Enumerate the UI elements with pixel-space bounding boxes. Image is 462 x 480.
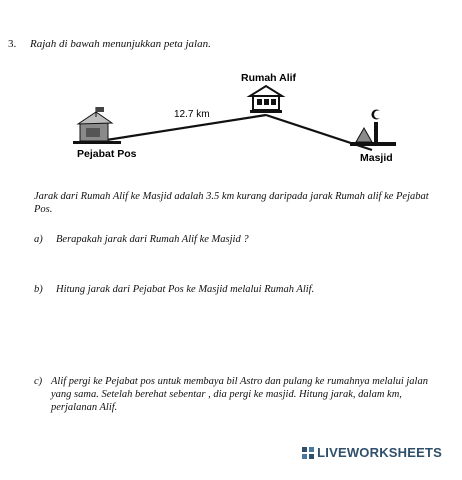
- brand-watermark: [302, 445, 442, 460]
- question-intro: Rajah di bawah menunjukkan peta jalan.: [30, 38, 211, 50]
- brand-text: LIVEWORKSHEETS: [317, 445, 442, 460]
- house-icon: [250, 86, 282, 113]
- problem-statement: Jarak dari Rumah Alif ke Masjid adalah 3.5 km kurang daripada jarak Rumah alif ke Pejabat Pos.: [34, 191, 429, 215]
- question-part-a: [34, 233, 249, 246]
- part-b-text: Hitung jarak dari Pejabat Pos ke Masjid melalui Rumah Alif.: [56, 284, 315, 295]
- part-b-letter: b): [34, 284, 43, 295]
- road-map: [0, 70, 462, 170]
- post-office-label: Pejabat Pos: [77, 148, 137, 160]
- house-label: Rumah Alif: [241, 72, 297, 84]
- part-c-text: Alif pergi ke Pejabat pos untuk membaya bil Astro dan pulang ke rumahnya melalui jalan yang sama. Setelah berehat sebentar , dia pergi ke masjid. Hitung jarak, dalam km, perjalanan Alif.: [51, 376, 428, 413]
- distance-label: 12.7 km: [174, 109, 210, 120]
- part-c-letter: c): [34, 376, 43, 387]
- question-part-c: [34, 375, 444, 413]
- question-number: 3.: [8, 38, 17, 50]
- mosque-icon: [350, 110, 396, 147]
- part-a-text: Berapakah jarak dari Rumah Alif ke Masjid ?: [56, 234, 249, 245]
- part-a-letter: a): [34, 234, 43, 245]
- mosque-label: Masjid: [360, 152, 393, 164]
- question-part-b: [34, 283, 314, 296]
- liveworksheets-logo-icon: [302, 447, 314, 459]
